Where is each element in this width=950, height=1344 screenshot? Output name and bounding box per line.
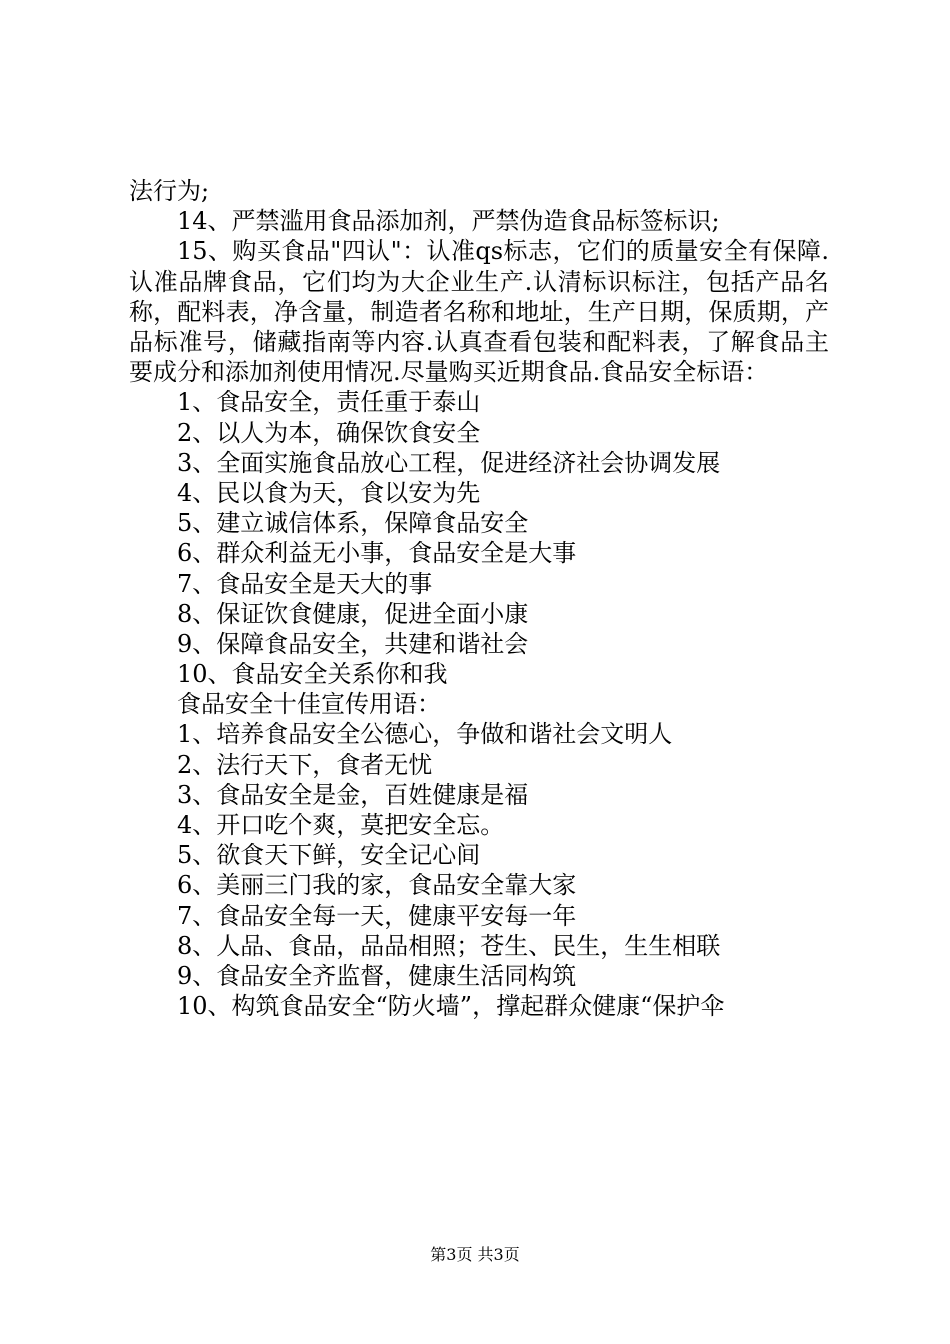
slogan-item: 1、食品安全，责任重于泰山: [177, 388, 481, 417]
document-body: [129, 176, 829, 1021]
top-ten-item: 7、食品安全每一天，健康平安每一年: [177, 901, 577, 930]
top-ten-item: 4、开口吃个爽，莫把安全忘。: [177, 811, 505, 840]
slogan-item: 8、保证饮食健康，促进全面小康: [177, 599, 529, 628]
top-ten-item: 5、欲食天下鲜，安全记心间: [177, 841, 481, 870]
top-ten-item: 3、食品安全是金，百姓健康是福: [177, 780, 529, 809]
slogan-item: 6、群众利益无小事，食品安全是大事: [177, 539, 577, 568]
rule-14-text: 14、严禁滥用食品添加剂，严禁伪造食品标签标识;: [177, 207, 720, 236]
slogan-item: 4、民以食为天，食以安为先: [177, 478, 481, 507]
top-ten-item: 8、人品、食品，品品相照；苍生、民生，生生相联: [177, 931, 721, 960]
slogan-item: 5、建立诚信体系，保障食品安全: [177, 509, 529, 538]
top-ten-item: 2、法行天下，食者无忧: [177, 750, 433, 779]
top-ten-heading: 食品安全十佳宣传用语：: [177, 690, 441, 719]
slogan-item: 10、食品安全关系你和我: [177, 660, 448, 689]
slogan-item: 3、全面实施食品放心工程，促进经济社会协调发展: [177, 448, 721, 477]
page-footer: [0, 1245, 950, 1265]
top-ten-item: 1、培养食品安全公德心，争做和谐社会文明人: [177, 720, 673, 749]
page-number: 第3页 共3页: [430, 1245, 520, 1264]
slogan-item: 7、食品安全是天大的事: [177, 569, 433, 598]
rule-15-paragraph: 15、购买食品"四认"：认准qs标志，它们的质量安全有保障.认准品牌食品，它们均为大企业生产.认清标识标注，包括产品名称，配料表，净含量，制造者名称和地址，生产日期，保质期，产品标准号，储藏指南等内容.认真查看包装和配料表，了解食品主要成分和添加剂使用情况.尽量购买近期食品.食品安全标语：: [129, 237, 829, 387]
slogan-item: 9、保障食品安全，共建和谐社会: [177, 629, 529, 658]
top-ten-item: 6、美丽三门我的家，食品安全靠大家: [177, 871, 577, 900]
top-ten-item: 10、构筑食品安全“防火墙”，撑起群众健康“保护伞: [177, 992, 725, 1021]
intro-tail-text: 法行为;: [129, 177, 210, 205]
top-ten-item: 9、食品安全齐监督，健康生活同构筑: [177, 961, 577, 990]
slogan-item: 2、以人为本，确保饮食安全: [177, 418, 481, 447]
